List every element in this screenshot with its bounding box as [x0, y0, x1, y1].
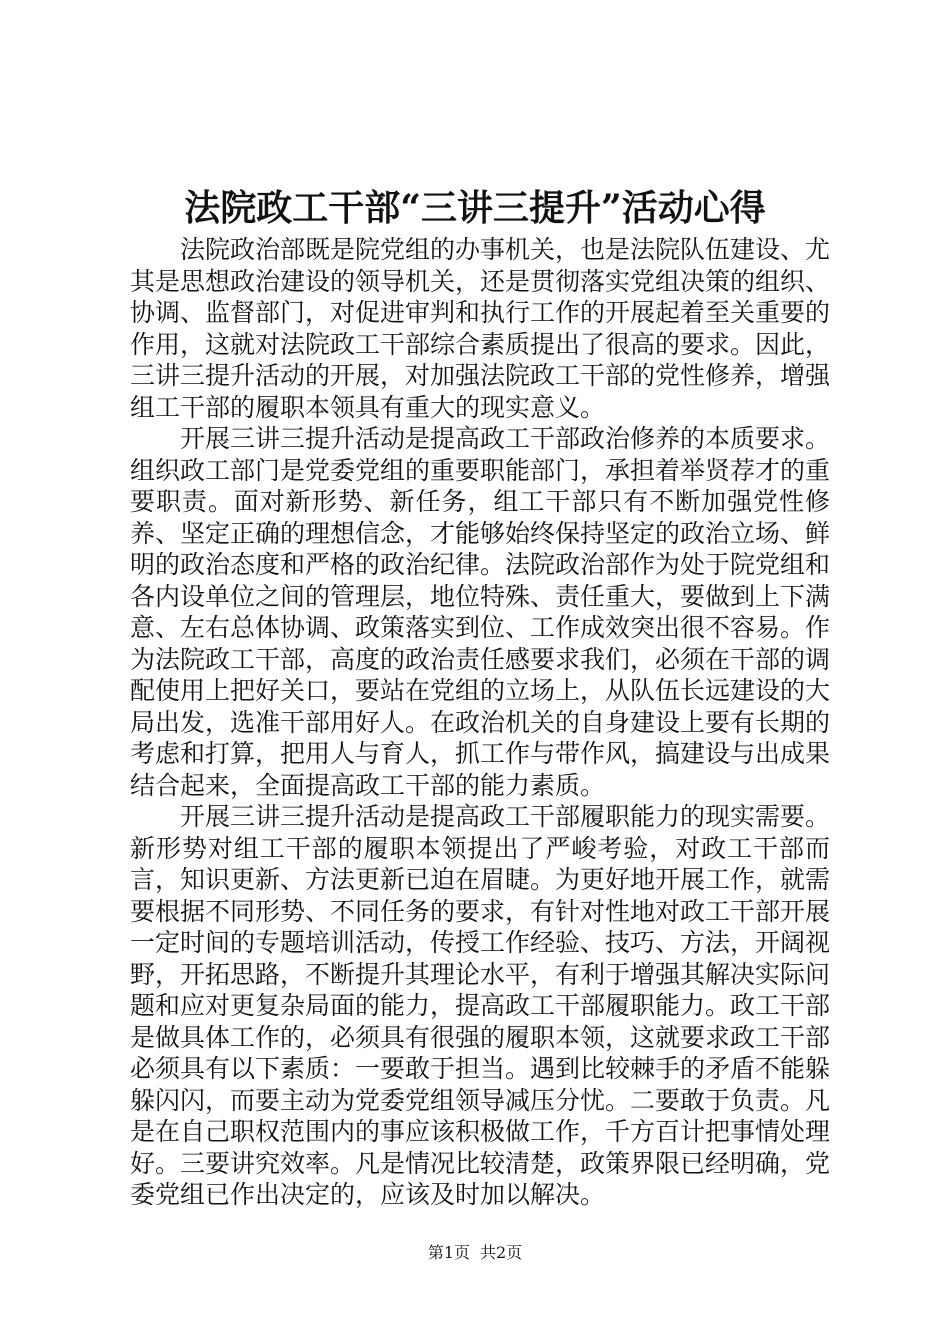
paragraph-2: 开展三讲三提升活动是提高政工干部政治修养的本质要求。组织政工部门是党委党组的重要职能部门，承担着举贤荐才的重要职责。面对新形势、新任务，组工干部只有不断加强党性修养、坚定正确的理想信念，才能够始终保持坚定的政治立场、鲜明的政治态度和严格的政治纪律。法院政治部作为处于院党组和各内设单位之间的管理层，地位特殊、责任重大，要做到上下满意、左右总体协调、政策落实到位、工作成效突出很不容易。作为法院政工干部，高度的政治责任感要求我们，必须在干部的调配使用上把好关口，要站在党组的立场上，从队伍长远建设的大局出发，选准干部用好人。在政治机关的自身建设上要有长期的考虑和打算，把用人与育人，抓工作与带作风，搞建设与出成果结合起来，全面提高政工干部的能力素质。	[130, 424, 831, 800]
page-footer	[0, 1243, 950, 1263]
page-number-total: 共2页	[480, 1243, 523, 1262]
paragraph-3: 开展三讲三提升活动是提高政工干部履职能力的现实需要。新形势对组工干部的履职本领提出了严峻考验，对政工干部而言，知识更新、方法更新已迫在眉睫。为更好地开展工作，就需要根据不同形势、不同任务的要求，有针对性地对政工干部开展一定时间的专题培训活动，传授工作经验、技巧、方法，开阔视野，开拓思路，不断提升其理论水平，有利于增强其解决实际问题和应对更复杂局面的能力，提高政工干部履职能力。政工干部是做具体工作的，必须具有很强的履职本领，这就要求政工干部必须具有以下素质：一要敢于担当。遇到比较棘手的矛盾不能躲躲闪闪，而要主动为党委党组领导减压分忧。二要敢于负责。凡是在自己职权范围内的事应该积极做工作，千方百计把事情处理好。三要讲究效率。凡是情况比较清楚，政策界限已经明确，党委党组已作出决定的，应该及时加以解决。	[130, 802, 831, 1209]
document-body	[130, 234, 830, 1211]
document-title: 法院政工干部“三讲三提升”活动心得	[184, 187, 766, 229]
paragraph-1: 法院政治部既是院党组的办事机关，也是法院队伍建设、尤其是思想政治建设的领导机关，还是贯彻落实党组决策的组织、协调、监督部门，对促进审判和执行工作的开展起着至关重要的作用，这就对法院政工干部综合素质提出了很高的要求。因此，三讲三提升活动的开展，对加强法院政工干部的党性修养，增强组工干部的履职本领具有重大的现实意义。	[130, 235, 831, 422]
page-number-current: 第1页	[427, 1243, 470, 1262]
